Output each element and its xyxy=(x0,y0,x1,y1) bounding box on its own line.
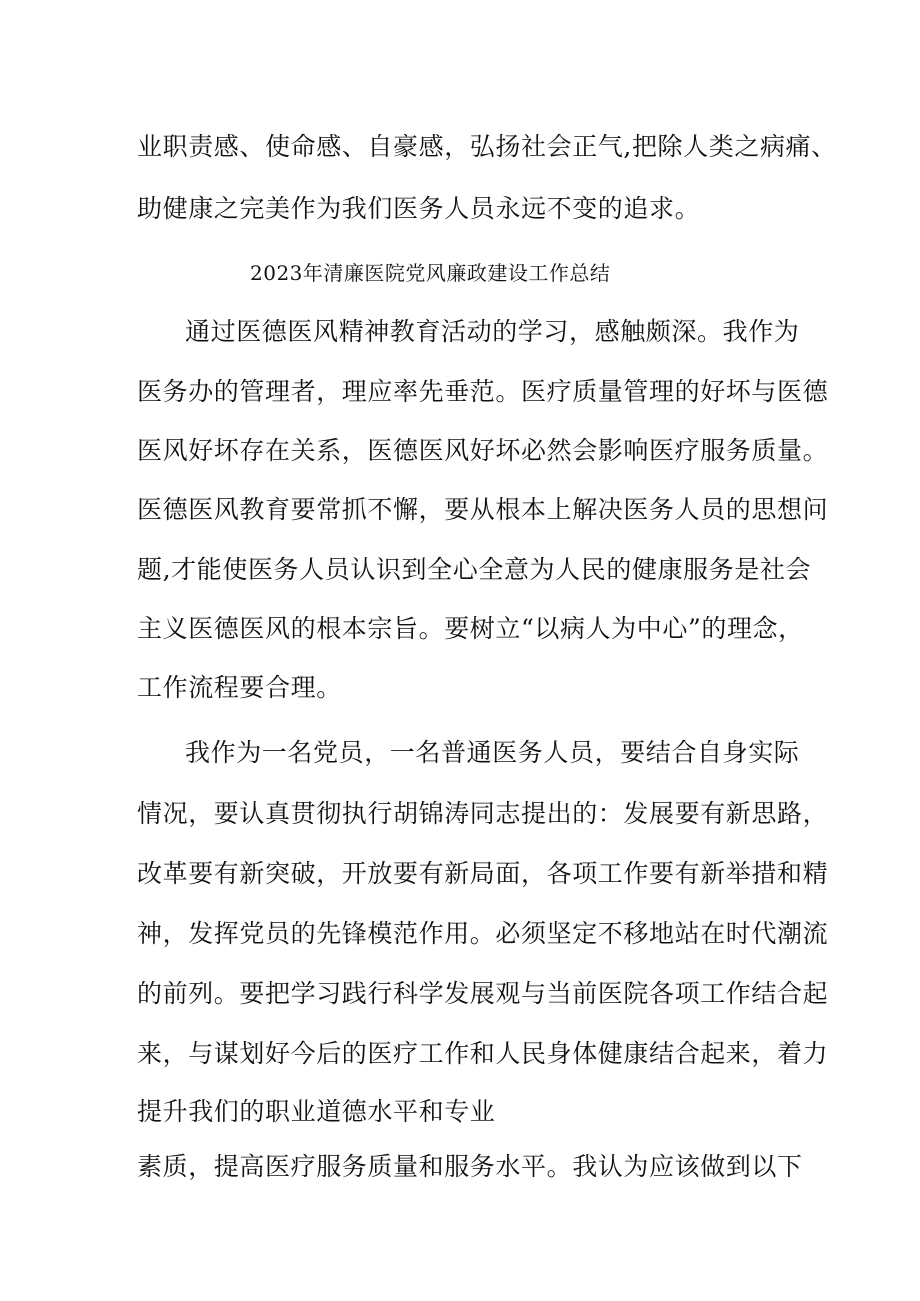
paragraph2-line-6: 来，与谋划好今后的医疗工作和人民身体健康结合起来，着力 xyxy=(137,1039,829,1068)
paragraph1-line-4: 医德医风教育要常抓不懈，要从根本上解决医务人员的思想问 xyxy=(137,495,829,524)
document-title: 2023年清廉医院党风廉政建设工作总结 xyxy=(250,261,611,285)
intro-line-1: 业职责感、使命感、自豪感，弘扬社会正气,把除人类之病痛、 xyxy=(137,132,837,161)
paragraph1-line-5: 题,才能使医务人员认识到全心全意为人民的健康服务是社会 xyxy=(137,555,812,584)
paragraph1-line-7: 工作流程要合理。 xyxy=(137,673,342,702)
paragraph2-line-2: 情况，要认真贯彻执行胡锦涛同志提出的：发展要有新思路， xyxy=(137,799,829,828)
paragraph2-line-1: 我作为一名党员，一名普通医务人员，要结合自身实际 xyxy=(185,738,800,767)
paragraph2-line-7: 提升我们的职业道德水平和专业 xyxy=(137,1097,496,1126)
paragraph2-line-8: 素质，提高医疗服务质量和服务水平。我认为应该做到以下 xyxy=(137,1152,803,1181)
paragraph1-line-3: 医风好坏存在关系，医德医风好坏必然会影响医疗服务质量。 xyxy=(137,436,829,465)
paragraph2-line-4: 神，发挥党员的先锋模范作用。必须坚定不移地站在时代潮流 xyxy=(137,919,829,948)
paragraph1-line-6: 主义医德医风的根本宗旨。要树立“以病人为中心”的理念， xyxy=(137,614,804,643)
paragraph1-line-1: 通过医德医风精神教育活动的学习，感触颇深。我作为 xyxy=(185,317,800,346)
intro-line-2: 助健康之完美作为我们医务人员永远不变的追求。 xyxy=(137,194,701,223)
paragraph2-line-5: 的前列。要把学习践行科学发展观与当前医院各项工作结合起 xyxy=(137,979,829,1008)
paragraph2-line-3: 改革要有新突破，开放要有新局面，各项工作要有新举措和精 xyxy=(137,859,829,888)
paragraph1-line-2: 医务办的管理者，理应率先垂范。医疗质量管理的好坏与医德 xyxy=(137,377,829,406)
